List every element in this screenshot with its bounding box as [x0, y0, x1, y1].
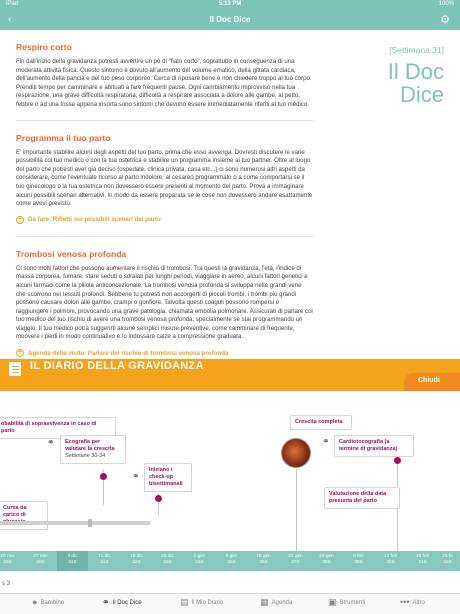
- week-tick[interactable]: [375, 551, 406, 571]
- tick-date: 18 dic: [130, 554, 143, 559]
- tab-bambino[interactable]: [32, 598, 64, 607]
- tick-week: 30S: [36, 560, 45, 565]
- baby-icon: ●: [32, 597, 38, 607]
- brand-panel: [352, 45, 444, 106]
- calendar-icon: ▦: [260, 597, 269, 607]
- tick-week: 31S: [100, 560, 109, 565]
- brand-title: [352, 60, 444, 106]
- tick-week: 38S: [322, 560, 331, 565]
- status-bar: [0, 0, 460, 10]
- tab-label: Il Mio Diario: [191, 599, 224, 606]
- tick-date: 25 dic: [161, 554, 174, 559]
- event-label: Crescita completa: [295, 419, 343, 425]
- event-label: Iniziano i check-up bisettimanali: [149, 467, 183, 487]
- week-tick[interactable]: [311, 551, 342, 571]
- event-label: Cardiotocografia (a termine di gravidanza): [339, 439, 398, 452]
- section-title: Trombosi venosa profonda: [16, 248, 127, 259]
- chevron-left-icon[interactable]: ‹: [8, 14, 12, 25]
- article-body: [16, 42, 313, 364]
- event-dot[interactable]: [155, 495, 162, 502]
- plus-circle-icon: +: [17, 215, 23, 223]
- event-label: Valutazione della data presunta del parto: [329, 491, 387, 504]
- week-tick[interactable]: [0, 551, 23, 571]
- tick-date: 29 gen: [319, 554, 334, 559]
- carrier-label: iPad: [6, 1, 19, 7]
- week-tick[interactable]: [216, 551, 247, 571]
- diary-title: IL DIARIO DELLA GRAVIDANZA: [30, 360, 204, 372]
- section-text: E' importante stabilire alcuni degli aspetti del tuo parto, prima che esso avvenga. Dovresti discutere le varie possibilità col tuo medico o con la tua ostetrica e stabilire un programma insieme al tuo partner. Oltre al luogo del parto che potresti aver già deciso (ospedale, clinica privata, casa etc...) ci sono numerosi altri aspetti da considerare, come l'eventuale ricorso al parto indolore, al cesareo programmato o a come comportarsi se il tuo ginecologo o la tua ostetrica non dovessero essere presenti al momento del parto. Prova a immaginare alcuni possibili scenari alternativi, in modo da essere preparata se le cose non dovessero andare esattamente come avevi previsto.: [16, 148, 313, 208]
- tick-week: 42S: [443, 560, 452, 565]
- tab-strumenti[interactable]: [328, 598, 365, 607]
- book-icon: ▤: [180, 597, 189, 607]
- nav-bar: [0, 10, 460, 30]
- section-respiro: [16, 42, 313, 110]
- close-diary-button[interactable]: Chiudi: [404, 373, 460, 391]
- timeline-event[interactable]: [290, 415, 352, 430]
- todo-link-label: Da fare: Rifletti sui possibili scenari del parto: [28, 216, 161, 224]
- tick-week: 31S: [68, 560, 77, 565]
- week-axis[interactable]: [0, 551, 460, 571]
- tab-label: Altro: [412, 599, 425, 606]
- stethoscope-icon: ⚭: [47, 437, 55, 447]
- week-tick[interactable]: [121, 551, 152, 571]
- more-icon: •••: [400, 597, 410, 607]
- todo-link[interactable]: [16, 216, 313, 224]
- event-dot[interactable]: [394, 457, 401, 464]
- tick-date: 1 gen: [193, 554, 206, 559]
- tab-label: Bambino: [40, 599, 65, 606]
- plus-circle-icon: +: [17, 349, 23, 357]
- stethoscope-icon: ⚭: [132, 471, 140, 481]
- event-label: Ecografia per valutare la crescita: [65, 439, 115, 452]
- tick-date: 8 gen: [225, 554, 238, 559]
- section-parto: [16, 133, 313, 224]
- tick-date: 11 dic: [98, 554, 111, 559]
- agenda-link-label: Agenda delle visite: Parlare del rischio di trombosi venosa profonda: [28, 349, 229, 357]
- progress-band: [0, 519, 460, 527]
- event-dot[interactable]: [100, 473, 107, 480]
- week-tick[interactable]: [407, 551, 438, 571]
- brand-line: Il Doc: [387, 59, 444, 84]
- event-label: Curva da carico di: [3, 505, 27, 518]
- week-tick[interactable]: [248, 551, 279, 571]
- status-time: 5:13 PM: [218, 1, 242, 7]
- progress-track: [0, 521, 150, 525]
- section-text: Ci sono molti fattori che possono aumentare il rischio di trombosi. Tra questi la gravidanza, l'età, l'indice di massa corporea, fumare, stare seduti o sdraiati per lunghi periodi, viaggiare in aereo, alcuni fattori genetici e alcuni farmaci come la pillola anticoncezionale. La trombosi venosa profonda si sviluppa nelle grandi vene che scorrono nei tessuti profondi. Sebbene tu potresti non accorgerti di piccoli trombi, i trombi più grandi possono causare dolori alle gambe, crampi o gonfiore. Talvolta questi coaguli possono rompersi e raggiungere i polmoni, provocando una grave patologia, chiamata embolia polmonare. Assicurati di parlare col tuo medico del tuo rischio di avere una trombosi venosa profonda, specialmente se stai programmando un viaggio. Il tuo medico potrà suggerirti alcune semplici misure preventive, come camminare di frequente, muovere i piedi in modo continuativo e /o indossare calze a compressione graduata.: [16, 264, 313, 341]
- page-title: Il Doc Dice: [209, 15, 251, 24]
- section-title: Respiro corto: [16, 42, 72, 52]
- week-tick[interactable]: [89, 551, 120, 571]
- tab-label: Strumenti: [339, 599, 366, 606]
- pregnancy-timeline[interactable]: [0, 391, 460, 581]
- stethoscope-icon: ⚭: [322, 436, 330, 446]
- tab-altro[interactable]: [400, 598, 425, 607]
- week-tick[interactable]: [25, 551, 56, 571]
- timeline-event[interactable]: [334, 435, 414, 457]
- week-tick[interactable]: [435, 551, 460, 571]
- tick-week: 34S: [195, 560, 204, 565]
- week-tick[interactable]: [152, 551, 183, 571]
- tools-icon: ▣: [328, 597, 337, 607]
- section-text: Fin dall'inizio della gravidanza potresti avvertire un pò di "fiato corto", soprattutto in conseguenza di una moderata attività fisica. Questo sintomo è dovuto all'aumento del volume ematico, della gittata cardiaca, dell'aumento della pancia e del tuo peso corporeo. Cerca di riposare bene e non chiedere troppo al tuo corpo. Prenditi tempo per camminare e abituati a fare frequenti pause. Ogni cambiamento improvviso nella tua respirazione, una grave difficoltà respiratoria, difficoltà a respirare associata a dolore alle gambe, al petto, febbre o ad una tosse appena insorta sono sintomi che devono essere immediatamente riferiti al tuo medico.: [16, 58, 312, 108]
- event-sub: Settimane 30-34: [65, 453, 106, 459]
- page-indicator: s 3: [2, 581, 11, 587]
- tab-bar: [0, 593, 460, 614]
- divider: [16, 120, 313, 121]
- tick-week: 40S: [386, 560, 395, 565]
- timeline-event[interactable]: [60, 435, 126, 464]
- tab-il-doc-dice[interactable]: [102, 598, 142, 607]
- tab-label: Il Doc Dice: [112, 599, 142, 606]
- battery-level: 100%: [438, 1, 454, 7]
- tab-label: Agenda: [271, 599, 293, 606]
- brand-line: Dice: [399, 82, 444, 107]
- tick-date: 4 dic: [67, 554, 78, 559]
- tab-agenda[interactable]: [260, 598, 292, 607]
- tick-week: 29S: [3, 560, 12, 565]
- tick-week: 35S: [227, 560, 236, 565]
- tick-date: 20 nov: [0, 554, 15, 559]
- tick-date: 5 feb: [353, 554, 364, 559]
- tick-week: 41S: [418, 560, 427, 565]
- tick-date: 26 fe: [442, 554, 453, 559]
- diary-header: [0, 359, 460, 391]
- week-tick[interactable]: [184, 551, 215, 571]
- baby-photo: [281, 438, 311, 468]
- agenda-link[interactable]: [16, 349, 313, 357]
- timeline-event[interactable]: [144, 463, 192, 492]
- tick-date: 15 gen: [256, 554, 271, 559]
- tick-week: 33S: [163, 560, 172, 565]
- section-title: Programma il tuo parto: [16, 132, 111, 143]
- article-content[interactable]: [0, 30, 460, 364]
- tab-il-mio-diario[interactable]: [180, 598, 223, 607]
- week-tick[interactable]: [343, 551, 374, 571]
- tick-week: 36S: [259, 560, 268, 565]
- tick-week: 32S: [132, 560, 141, 565]
- current-week-marker: [88, 519, 92, 527]
- event-pin: [296, 469, 297, 551]
- tick-date: 19 feb: [415, 554, 430, 559]
- week-tick-selected[interactable]: [57, 551, 88, 571]
- timeline-event[interactable]: [324, 487, 400, 509]
- tick-week: 37S: [291, 560, 300, 565]
- tick-date: 27 nov: [33, 554, 48, 559]
- week-label: [Settimana 31]: [389, 45, 444, 55]
- diary-icon: [8, 361, 22, 377]
- stethoscope-icon: ⚭: [102, 597, 110, 607]
- tick-date: 22 gen: [288, 554, 303, 559]
- week-tick[interactable]: [280, 551, 311, 571]
- divider: [16, 236, 313, 237]
- tick-date: 12 feb: [383, 554, 398, 559]
- section-trombosi: [16, 249, 313, 357]
- tick-week: 39S: [354, 560, 363, 565]
- gear-icon[interactable]: ⚙: [440, 14, 450, 26]
- event-label: obabilità di sopravvivenza in caso di parto: [1, 421, 97, 434]
